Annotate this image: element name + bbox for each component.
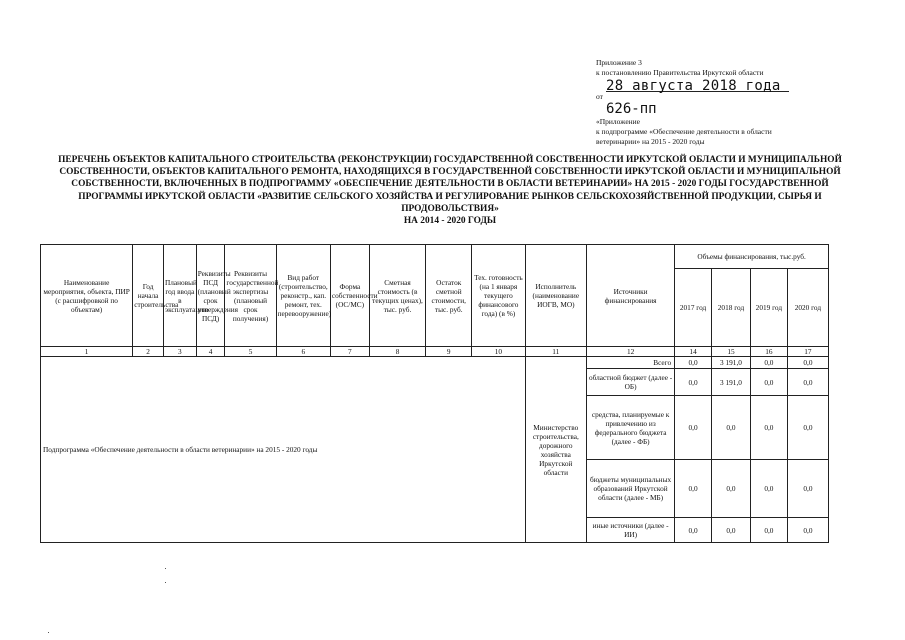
header-year-2020: 2020 год	[787, 269, 828, 347]
document-title-text: ПЕРЕЧЕНЬ ОБЪЕКТОВ КАПИТАЛЬНОГО СТРОИТЕЛЬСТВА (РЕКОНСТРУКЦИИ) ГОСУДАРСТВЕННОЙ СОБСТВЕННОСТИ ИРКУТСКОЙ ОБЛАСТИ И МУНИЦИПАЛЬНОЙ СОБСТВЕННОСТИ, ОБЪЕКТОВ КАПИТАЛЬНОГО РЕМОНТА, НАХОДЯЩИХСЯ В ГОСУДАРСТВЕННОЙ СОБСТВЕННОСТИ ИРКУТСКОЙ ОБЛАСТИ И МУНИЦИПАЛЬНОЙ СОБСТВЕННОСТИ, ВКЛЮЧЕННЫХ В ПОДПРОГРАММУ «ОБЕСПЕЧЕНИЕ ДЕЯТЕЛЬНОСТИ В ОБЛАСТИ ВЕТЕРИНАРИИ» НА 2015 - 2020 ГОДЫ ГОСУДАРСТВЕННОЙ ПРОГРАММЫ ИРКУТСКОЙ ОБЛАСТИ «РАЗВИТИЕ СЕЛЬСКОГО ХОЗЯЙСТВА И РЕГУЛИРОВАНИЕ РЫНКОВ СЕЛЬСКОХОЗЯЙСТВЕННОЙ ПРОДУКЦИИ, СЫРЬЯ И ПРОДОВОЛЬСТВИЯ»	[58, 155, 842, 214]
sub-appendix-header	[596, 117, 816, 147]
header-year-2019: 2019 год	[750, 269, 787, 347]
decree-number-stamp: 626-пп	[606, 101, 657, 117]
header-executor: Исполнитель (наименование ИОГВ, МО)	[525, 245, 586, 347]
header-estimated-cost: Сметная стоимость (в текущих ценах), тыс. руб.	[369, 245, 425, 347]
column-number: 16	[750, 347, 787, 357]
column-number-row	[41, 347, 829, 357]
funding-value-2019: 0,0	[750, 357, 787, 369]
funding-value-2017: 0,0	[675, 396, 712, 460]
header-plan-year: Плановый год ввода в эксплуатацию	[163, 245, 196, 347]
sub-appendix-line-2: к подпрограмме «Обеспечение деятельности в области	[596, 127, 772, 136]
column-number: 4	[196, 347, 225, 357]
column-number: 14	[675, 347, 712, 357]
header-sources: Источники финансирования	[587, 245, 675, 347]
funding-value-2018: 0,0	[712, 518, 751, 543]
funding-value-2020: 0,0	[787, 518, 828, 543]
column-number: 7	[330, 347, 369, 357]
column-number: 15	[712, 347, 751, 357]
column-number: 11	[525, 347, 586, 357]
appendix-header	[596, 58, 781, 118]
date-prefix: от	[596, 92, 603, 101]
appendix-decree-ref: к постановлению Правительства Иркутской области	[596, 68, 764, 77]
column-number: 1	[41, 347, 133, 357]
column-number: 8	[369, 347, 425, 357]
column-number: 9	[426, 347, 472, 357]
funding-value-2017: 0,0	[675, 369, 712, 396]
funding-value-2019: 0,0	[750, 460, 787, 518]
funding-value-2020: 0,0	[787, 396, 828, 460]
document-title-years: НА 2014 - 2020 ГОДЫ	[403, 216, 497, 227]
funding-value-2020: 0,0	[787, 357, 828, 369]
header-funding-group: Объемы финансирования, тыс.руб.	[675, 245, 829, 269]
header-remaining-cost: Остаток сметной стоимости, тыс. руб.	[426, 245, 472, 347]
scan-speck	[165, 568, 166, 569]
table-row-total	[41, 357, 829, 369]
header-name: Наименование мероприятия, объекта, ПИР (с расшифровкой по объектам)	[41, 245, 133, 347]
scan-speck	[165, 582, 166, 583]
header-expertise: Реквизиты государственной экспертизы (плановый срок получения)	[225, 245, 276, 347]
column-number: 10	[472, 347, 525, 357]
funding-value-2019: 0,0	[750, 518, 787, 543]
funding-value-2017: 0,0	[675, 518, 712, 543]
funding-value-2018: 0,0	[712, 396, 751, 460]
column-number: 17	[787, 347, 828, 357]
funding-value-2018: 0,0	[712, 460, 751, 518]
appendix-date-line	[596, 78, 781, 101]
funding-value-2017: 0,0	[675, 357, 712, 369]
subprogram-name-cell: Подпрограмма «Обеспечение деятельности в области ветеринарии» на 2015 - 2020 годы	[41, 357, 526, 543]
funding-value-2018: 3 191,0	[712, 369, 751, 396]
funding-value-2017: 0,0	[675, 460, 712, 518]
sub-appendix-line-3: ветеринарии» на 2015 - 2020 годы	[596, 137, 705, 146]
header-work-type: Вид работ (строительство, реконстр., кап. ремонт, тех. перевооружение)	[276, 245, 330, 347]
source-cell: областной бюджет (далее - ОБ)	[587, 369, 675, 396]
source-cell: бюджеты муниципальных образований Иркутской области (далее - МБ)	[587, 460, 675, 518]
column-number: 3	[163, 347, 196, 357]
executor-cell: Министерство строительства, дорожного хозяйства Иркутской области	[525, 357, 586, 543]
document-title	[40, 154, 860, 227]
sub-appendix-line-1: «Приложение	[596, 117, 641, 126]
scan-speck	[48, 632, 49, 633]
source-cell: иные источники (далее - ИИ)	[587, 518, 675, 543]
source-cell: Всего	[587, 357, 675, 369]
header-readiness: Тех. готовность (на 1 января текущего финансового года) (в %)	[472, 245, 525, 347]
column-number: 6	[276, 347, 330, 357]
header-year-2018: 2018 год	[712, 269, 751, 347]
funding-value-2020: 0,0	[787, 369, 828, 396]
decree-date-stamp: 28 августа 2018 года	[606, 81, 789, 92]
funding-value-2018: 3 191,0	[712, 357, 751, 369]
column-number: 5	[225, 347, 276, 357]
funding-value-2019: 0,0	[750, 396, 787, 460]
header-start-year: Год начала строительства	[133, 245, 164, 347]
funding-value-2020: 0,0	[787, 460, 828, 518]
capital-construction-table	[40, 244, 829, 543]
column-number: 2	[133, 347, 164, 357]
funding-value-2019: 0,0	[750, 369, 787, 396]
appendix-number: Приложение 3	[596, 58, 642, 67]
column-number: 12	[587, 347, 675, 357]
header-year-2017: 2017 год	[675, 269, 712, 347]
header-ownership: Форма собственности (ОС/МС)	[330, 245, 369, 347]
source-cell: средства, планируемые к привлечению из федерального бюджета (далее - ФБ)	[587, 396, 675, 460]
header-psd: Реквизиты ПСД (плановый срок утверждения ПСД)	[196, 245, 225, 347]
